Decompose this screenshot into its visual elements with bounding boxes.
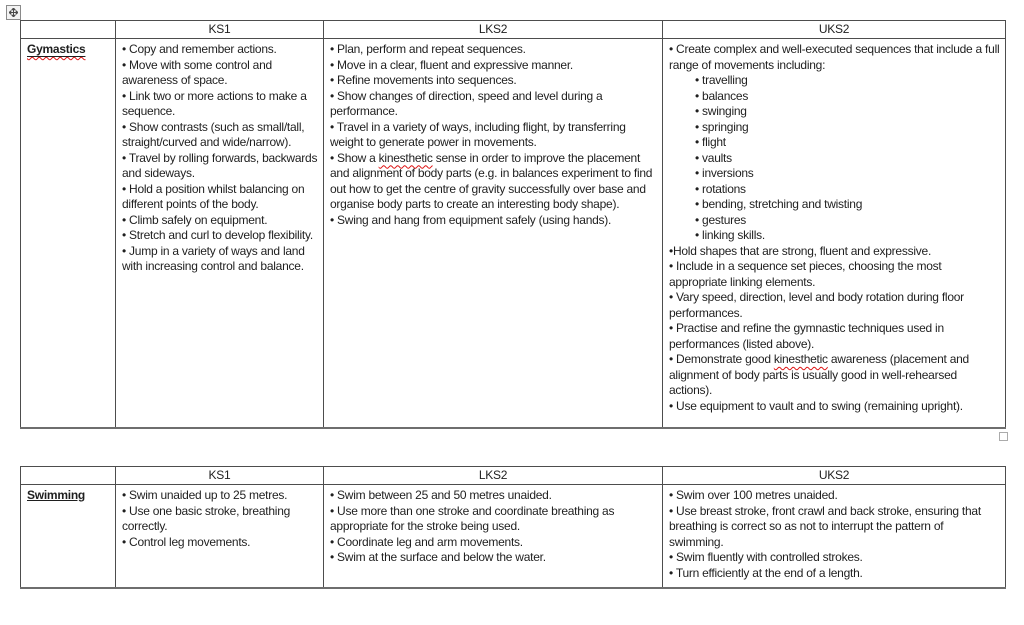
- bullet-item: • gestures: [695, 212, 747, 227]
- swimming-table: [20, 466, 1006, 589]
- swimming-subject-cell[interactable]: [21, 485, 116, 589]
- bullet-item: • Control leg movements.: [122, 534, 251, 549]
- gymnastics-header-empty-cell[interactable]: [21, 21, 116, 39]
- bullet-item: • Travel by rolling forwards, backwards and sideways.: [122, 150, 318, 180]
- bullet-item: • balances: [695, 88, 749, 103]
- bullet-item: • Vary speed, direction, level and body rotation during floor performances.: [669, 290, 964, 320]
- bullet-item: • Use one basic stroke, breathing correctly.: [122, 503, 291, 533]
- bullet-item: • Swing and hang from equipment safely (using hands).: [330, 212, 612, 227]
- bullet-item: • Move with some control and awareness of space.: [122, 57, 272, 87]
- bullet-item: • Show changes of direction, speed and level during a performance.: [330, 88, 603, 118]
- gymnastics-header-lks2[interactable]: [324, 21, 663, 39]
- bullet-item: • Jump in a variety of ways and land with increasing control and balance.: [122, 243, 305, 273]
- bullet-item: • Swim over 100 metres unaided.: [669, 488, 838, 502]
- gymnastics-subject-cell[interactable]: [21, 39, 116, 429]
- bullet-item: • vaults: [695, 150, 732, 165]
- bullet-item: • inversions: [695, 166, 754, 180]
- bullet-item: •Hold shapes that are strong, fluent and expressive.: [669, 243, 932, 258]
- bullet-item: • linking skills.: [695, 228, 765, 242]
- bullet-item: • Link two or more actions to make a sequence.: [122, 88, 307, 118]
- bullet-item: • Include in a sequence set pieces, choosing the most appropriate linking elements.: [669, 259, 942, 289]
- bullet-item: • flight: [695, 135, 726, 149]
- swimming-header-empty-cell[interactable]: [21, 467, 116, 485]
- bullet-item: • Demonstrate good kinesthetic awareness (placement and alignment of body parts is usually good in well-rehearsed actions).: [669, 352, 969, 397]
- gymnastics-ks1-cell[interactable]: [116, 39, 324, 429]
- swimming-uks2-cell[interactable]: [663, 485, 1006, 589]
- move-cross-icon: [9, 8, 18, 17]
- misspelled-word: kinesthetic: [773, 352, 828, 366]
- bullet-item: • Travel in a variety of ways, including flight, by transferring weight to generate power in movements.: [330, 119, 626, 149]
- bullet-item: • Swim at the surface and below the water.: [330, 550, 546, 564]
- bullet-item: • Hold a position whilst balancing on different points of the body.: [122, 181, 305, 211]
- bullet-item: • Swim unaided up to 25 metres.: [122, 488, 288, 502]
- gymnastics-lks2-cell[interactable]: [324, 39, 663, 429]
- gymnastics-header-uks2[interactable]: [663, 21, 1006, 39]
- swimming-lks2-cell[interactable]: [324, 485, 663, 589]
- misspelled-word: kinesthetic: [378, 150, 433, 165]
- misspelled-subject: [27, 42, 85, 56]
- bullet-item: • Move in a clear, fluent and expressive manner.: [330, 57, 574, 72]
- bullet-item: • Turn efficiently at the end of a length.: [669, 565, 863, 580]
- bullet-item: • Practise and refine the gymnastic techniques used in performances (listed above).: [669, 321, 944, 351]
- swimming-header-row: [21, 467, 1006, 485]
- subject-label: Swimming: [27, 488, 86, 502]
- column-header-label: UKS2: [818, 467, 850, 482]
- gymnastics-uks2-cell[interactable]: [663, 39, 1006, 429]
- column-header-label: KS1: [208, 467, 231, 482]
- subject-label: Gymastics: [27, 42, 86, 56]
- bullet-item: • Climb safely on equipment.: [122, 212, 268, 227]
- column-header-label: LKS2: [478, 467, 508, 482]
- swimming-header-ks1[interactable]: [116, 467, 324, 485]
- bullet-item: • Use equipment to vault and to swing (remaining upright).: [669, 398, 963, 413]
- gymnastics-header-ks1[interactable]: [116, 21, 324, 39]
- bullet-item: • travelling: [695, 73, 748, 87]
- bullet-item: • Show a kinesthetic sense in order to improve the placement and alignment of body parts (e.g. in balances experiment to find out how to get the centre of gravity successfully over base and organise body parts to create an interesting body shape).: [330, 150, 653, 211]
- swimming-header-uks2[interactable]: [663, 467, 1006, 485]
- bullet-item: • Copy and remember actions.: [122, 42, 277, 56]
- swimming-header-lks2[interactable]: [324, 467, 663, 485]
- bullet-item: • Use breast stroke, front crawl and back stroke, ensuring that breathing is correct so as not to interrupt the pattern of swimming.: [669, 503, 981, 549]
- bullet-item: • Plan, perform and repeat sequences.: [330, 42, 526, 56]
- bullet-item: • Swim between 25 and 50 metres unaided.: [330, 488, 552, 502]
- table-move-handle[interactable]: [6, 5, 21, 20]
- swimming-body-row: [21, 485, 1006, 589]
- bullet-item: • springing: [695, 119, 749, 134]
- bullet-item: • Swim fluently with controlled strokes.: [669, 550, 863, 564]
- column-header-label: KS1: [208, 21, 231, 36]
- bullet-item: • Coordinate leg and arm movements.: [330, 534, 523, 549]
- table-resize-handle[interactable]: [999, 432, 1008, 441]
- bullet-item: • Use more than one stroke and coordinate breathing as appropriate for the stroke being used.: [330, 503, 615, 533]
- swimming-ks1-cell[interactable]: [116, 485, 324, 589]
- bullet-item: • Refine movements into sequences.: [330, 73, 517, 87]
- bullet-item: • swinging: [695, 104, 747, 118]
- bullet-item: • Stretch and curl to develop flexibility.: [122, 228, 313, 242]
- bullet-item: • rotations: [695, 181, 746, 196]
- gymnastics-body-row: [21, 39, 1006, 429]
- column-header-label: UKS2: [818, 21, 850, 36]
- bullet-item: • Show contrasts (such as small/tall, straight/curved and wide/narrow).: [122, 119, 305, 149]
- column-header-label: LKS2: [478, 21, 508, 36]
- bullet-item: • Create complex and well-executed sequences that include a full range of movements including:: [669, 42, 1000, 72]
- gymnastics-table: [20, 20, 1006, 429]
- bullet-item: • bending, stretching and twisting: [695, 197, 863, 211]
- gymnastics-header-row: [21, 21, 1006, 39]
